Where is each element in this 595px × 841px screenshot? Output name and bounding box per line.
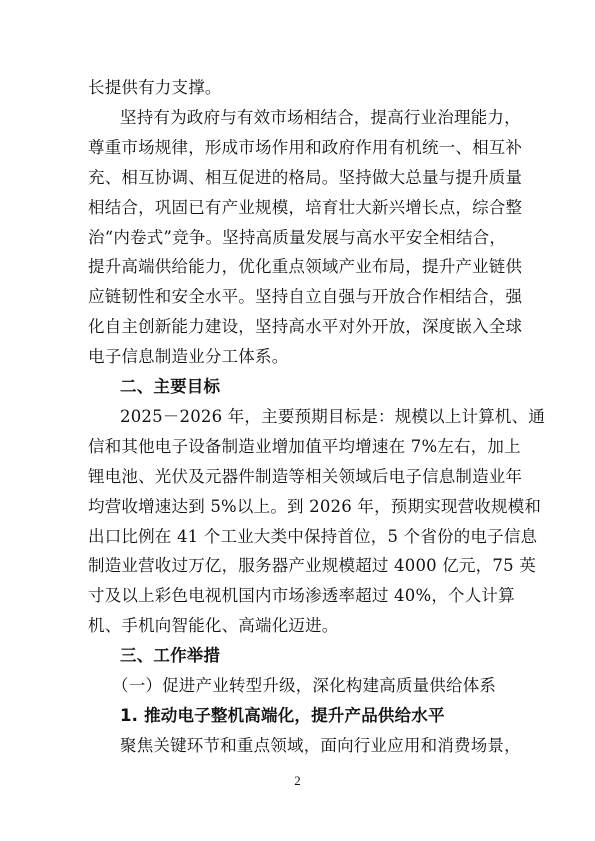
text-line: 机、手机向智能化、高端化迈进。 [88,616,339,635]
text-line: 出口比例在 41 个工业大类中保持首位，5 个省份的电子信息 [88,527,538,546]
text-line: 坚持有为政府与有效市场相结合，提高行业治理能力， [120,108,521,127]
text-line: 化自主创新能力建设，坚持高水平对外开放，深度嵌入全球 [88,317,523,336]
text-line: 寸及以上彩色电视机国内市场渗透率超过 40%，个人计算 [88,586,515,605]
text-line: 锂电池、光伏及元器件制造等相关领域后电子信息制造业年 [88,467,523,486]
text-line: 电子信息制造业分工体系。 [88,347,289,366]
text-line: 应链韧性和安全水平。坚持自立自强与开放合作相结合，强 [88,287,523,306]
text-line: 相结合，巩固已有产业规模，培育壮大新兴增长点，综合整 [88,198,523,217]
text-line: 聚焦关键环节和重点领域，面向行业应用和消费场景， [120,736,521,755]
text-line: 提升高端供给能力，优化重点领域产业布局，提升产业链供 [88,257,523,276]
section-heading: 三、工作举措 [120,646,221,665]
page-number: 2 [294,773,301,788]
text-line: 均营收增速达到 5%以上。到 2026 年，预期实现营收规模和 [88,497,542,516]
section-heading: 1. 推动电子整机高端化，提升产品供给水平 [120,706,445,725]
text-line: 信和其他电子设备制造业增加值平均增速在 7%左右，加上 [88,437,521,456]
text-line: 充、相互协调、相互促进的格局。坚持做大总量与提升质量 [88,168,523,187]
section-heading: 二、主要目标 [120,377,221,396]
text-line: 制造业营收过万亿，服务器产业规模超过 4000 亿元，75 英 [88,556,536,575]
text-line: 2025－2026 年，主要预期目标是：规模以上计算机、通 [120,407,546,426]
text-line: （一）促进产业转型升级，深化构建高质量供给体系 [112,676,497,695]
text-line: 治“内卷式”竞争。坚持高质量发展与高水平安全相结合， [88,228,507,247]
text-line: 长提供有力支撑。 [88,78,222,97]
text-line: 尊重市场规律，形成市场作用和政府作用有机统一、相互补 [88,138,523,157]
